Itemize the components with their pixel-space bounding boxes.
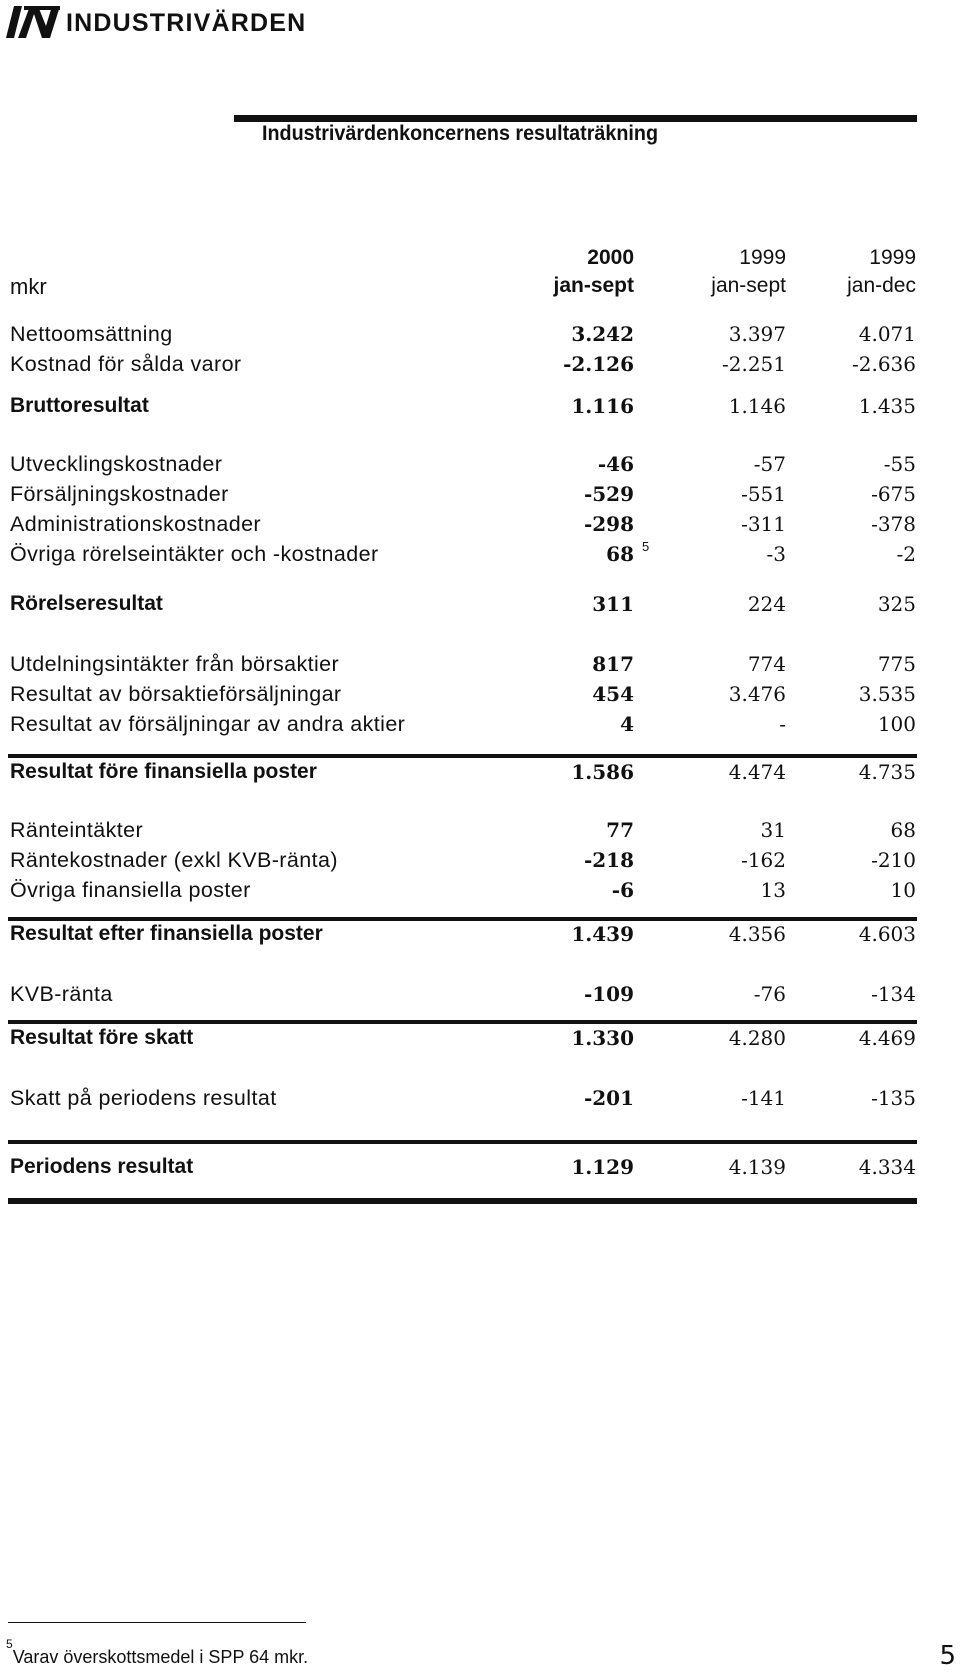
value-1999-jandec: 100 <box>877 712 916 736</box>
table-row <box>0 394 960 424</box>
row-label: Nettoomsättning <box>10 322 173 346</box>
row-label: Utvecklingskostnader <box>10 452 223 476</box>
value-1999-jansept: 3.397 <box>728 322 786 346</box>
row-label: Resultat före skatt <box>10 1026 194 1049</box>
value-1999-jandec: 4.735 <box>858 760 916 784</box>
page-title: Industrivärdenkoncernens resultaträkning <box>262 122 659 145</box>
value-2000-jansept: 68 <box>606 542 634 566</box>
value-1999-jansept: -3 <box>766 542 786 566</box>
row-label: Rörelseresultat <box>10 592 163 615</box>
table-row <box>0 592 960 622</box>
section-rule <box>8 917 917 921</box>
value-1999-jandec: 4.603 <box>858 922 916 946</box>
footnote-text: Varav överskottsmedel i SPP 64 mkr. <box>12 1647 309 1667</box>
value-1999-jandec: -135 <box>871 1086 916 1110</box>
row-label: Kostnad för sålda varor <box>10 352 242 376</box>
value-1999-jansept: 224 <box>747 592 786 616</box>
value-1999-jansept: 3.476 <box>728 682 786 706</box>
value-2000-jansept: -2.126 <box>563 352 634 376</box>
value-1999-jandec: 4.071 <box>858 322 916 346</box>
col3-period: jan-dec <box>847 274 916 297</box>
value-2000-jansept: 817 <box>592 652 634 676</box>
iv-logo-icon <box>4 4 64 38</box>
col1-period: jan-sept <box>553 274 634 297</box>
table-row <box>0 682 960 712</box>
value-1999-jandec: 1.435 <box>858 394 916 418</box>
table-row <box>0 539 960 572</box>
row-label: Övriga finansiella poster <box>10 878 251 902</box>
table-row <box>0 878 960 908</box>
value-1999-jansept: -551 <box>741 482 786 506</box>
value-2000-jansept: 1.586 <box>571 760 634 784</box>
footnote-divider <box>8 1622 306 1623</box>
value-1999-jansept: 4.356 <box>728 922 786 946</box>
value-1999-jandec: 325 <box>877 592 916 616</box>
value-2000-jansept: -529 <box>583 482 634 506</box>
value-2000-jansept: -218 <box>583 848 634 872</box>
company-logo <box>4 4 306 38</box>
value-1999-jandec: -675 <box>871 482 916 506</box>
row-label: Övriga rörelseintäkter och -kostnader <box>10 542 379 566</box>
col2-year: 1999 <box>739 246 786 269</box>
value-2000-jansept: -298 <box>583 512 634 536</box>
value-2000-jansept: 4 <box>620 712 634 736</box>
row-label: Skatt på periodens resultat <box>10 1086 277 1110</box>
value-1999-jandec: -2 <box>896 542 916 566</box>
footnote <box>6 1637 309 1668</box>
section-rule <box>8 1140 917 1144</box>
col1-year: 2000 <box>587 246 634 269</box>
value-1999-jansept: -162 <box>741 848 786 872</box>
value-2000-jansept: -201 <box>583 1086 634 1110</box>
value-1999-jandec: 4.334 <box>858 1155 916 1179</box>
value-1999-jansept: -57 <box>753 452 786 476</box>
value-1999-jansept: - <box>779 712 786 736</box>
row-label: Försäljningskostnader <box>10 482 229 506</box>
table-bottom-rule <box>8 1198 917 1204</box>
value-1999-jansept: 4.474 <box>728 760 786 784</box>
table-row <box>0 512 960 542</box>
value-1999-jansept: 31 <box>760 818 786 842</box>
brand-name: INDUSTRIVÄRDEN <box>66 8 307 37</box>
table-row <box>0 818 960 848</box>
value-1999-jandec: -2.636 <box>851 352 916 376</box>
value-1999-jandec: -378 <box>871 512 916 536</box>
value-1999-jansept: 1.146 <box>728 394 786 418</box>
value-2000-jansept: 454 <box>592 682 634 706</box>
value-2000-jansept: 1.330 <box>571 1026 634 1050</box>
row-label: Ränteintäkter <box>10 818 144 842</box>
footnote-reference: 5 <box>642 539 650 554</box>
value-1999-jandec: 4.469 <box>858 1026 916 1050</box>
value-2000-jansept: -6 <box>611 878 634 902</box>
row-label: Resultat av börsaktieförsäljningar <box>10 682 342 706</box>
value-2000-jansept: 1.129 <box>571 1155 634 1179</box>
unit-label: mkr <box>10 274 47 299</box>
title-rule <box>234 115 917 122</box>
header-periods <box>0 274 960 304</box>
row-label: Resultat efter finansiella poster <box>10 922 323 945</box>
table-row <box>0 982 960 1012</box>
table-row <box>0 1155 960 1185</box>
table-row <box>0 352 960 382</box>
value-1999-jandec: 775 <box>877 652 916 676</box>
row-label: Resultat av försäljningar av andra aktier <box>10 712 406 736</box>
value-1999-jansept: 4.280 <box>728 1026 786 1050</box>
value-1999-jansept: 774 <box>747 652 786 676</box>
value-2000-jansept: 311 <box>592 592 634 616</box>
value-2000-jansept: 3.242 <box>571 322 634 346</box>
page-number: 5 <box>939 1641 956 1671</box>
value-2000-jansept: 1.116 <box>571 394 634 418</box>
row-label: KVB-ränta <box>10 982 113 1006</box>
value-1999-jansept: -311 <box>741 512 786 536</box>
table-row <box>0 848 960 878</box>
value-1999-jansept: -76 <box>753 982 786 1006</box>
row-label: Utdelningsintäkter från börsaktier <box>10 652 340 676</box>
value-1999-jandec: -134 <box>871 982 916 1006</box>
table-row <box>0 922 960 952</box>
table-row <box>0 1026 960 1056</box>
footnote-mark: 5 <box>6 1637 13 1651</box>
value-1999-jandec: -55 <box>883 452 916 476</box>
value-2000-jansept: 1.439 <box>571 922 634 946</box>
col3-year: 1999 <box>869 246 916 269</box>
value-1999-jandec: -210 <box>871 848 916 872</box>
value-1999-jandec: 10 <box>890 878 916 902</box>
value-1999-jansept: -2.251 <box>721 352 786 376</box>
row-label: Administrationskostnader <box>10 512 261 536</box>
section-rule <box>8 754 917 758</box>
value-1999-jansept: 13 <box>760 878 786 902</box>
col2-period: jan-sept <box>711 274 786 297</box>
table-row <box>0 1086 960 1116</box>
value-2000-jansept: -46 <box>597 452 634 476</box>
value-1999-jandec: 68 <box>890 818 916 842</box>
row-label: Räntekostnader (exkl KVB-ränta) <box>10 848 338 872</box>
row-label: Periodens resultat <box>10 1155 194 1178</box>
table-row <box>0 322 960 352</box>
row-label: Resultat före finansiella poster <box>10 760 317 783</box>
value-1999-jandec: 3.535 <box>858 682 916 706</box>
table-row <box>0 482 960 512</box>
row-label: Bruttoresultat <box>10 394 149 417</box>
section-rule <box>8 1020 917 1024</box>
table-row <box>0 712 960 742</box>
value-2000-jansept: 77 <box>606 818 634 842</box>
value-1999-jansept: -141 <box>741 1086 786 1110</box>
value-1999-jansept: 4.139 <box>728 1155 786 1179</box>
table-row <box>0 652 960 682</box>
value-2000-jansept: -109 <box>583 982 634 1006</box>
table-row <box>0 452 960 482</box>
header-years <box>0 246 960 274</box>
table-row <box>0 760 960 790</box>
